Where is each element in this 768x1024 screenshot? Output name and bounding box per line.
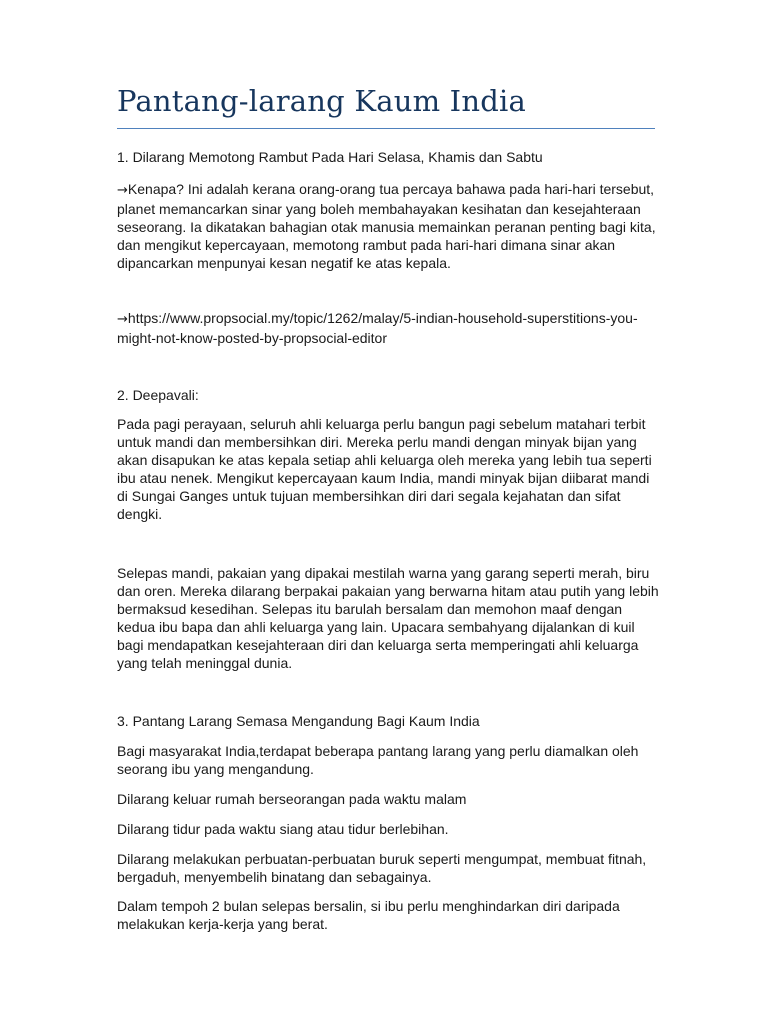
list-item-perbuatan: Dilarang melakukan perbuatan-perbuatan buruk seperti mengumpat, membuat fitnah, bergaduh, menyembelih binatang dan sebagainya.: [117, 851, 647, 885]
list-item-bersalin: Dalam tempoh 2 bulan selepas bersalin, si ibu perlu menghindarkan diri daripada melakukan kerja-kerja yang berat.: [117, 898, 620, 932]
paragraph-selepas-mandi: Selepas mandi, pakaian yang dipakai mestilah warna yang garang seperti merah, biru dan oren. Mereka dilarang berpakai pakaian yang berwarna hitam atau putih yang lebih bermaksud kesedihan. Selepas itu barulah bersalam dan memohon maaf dengan kedua ibu bapa dan ahli keluarga yang lain. Upacara sembahyang dijalankan di kuil bagi mendapatkan kesejahteraan diri dan keluarga serta memperingati ahli keluarga yang telah meninggal dunia.: [117, 565, 659, 671]
arrow-icon: →: [117, 183, 128, 198]
paragraph-kenapa-text: Kenapa? Ini adalah kerana orang-orang tua percaya bahawa pada hari-hari tersebut, planet memancarkan sinar yang boleh membahayakan kesihatan dan kesejahteraan seseorang. Ia dikatakan bahagian otak manusia memainkan peranan penting bagi kita, dan mengikut kepercayaan, memotong rambut pada hari-hari dimana sinar akan dipancarkan menpunyai kesan negatif ke atas kepala.: [117, 181, 656, 271]
source-link[interactable]: [117, 309, 662, 347]
source-link-url[interactable]: https://www.propsocial.my/topic/1262/malay/5-indian-household-superstitions-you-might-not-know-posted-by-propsocial-editor: [117, 310, 638, 346]
paragraph-deepavali: Pada pagi perayaan, seluruh ahli keluarga perlu bangun pagi sebelum matahari terbit untuk mandi dan membersihkan diri. Mereka perlu mandi dengan minyak bijan yang akan disapukan ke atas kepala setiap ahli keluarga oleh mereka yang lebih tua seperti ibu atau nenek. Mengikut kepercayaan kaum India, mandi minyak bijan diibarat mandi di Sungai Ganges untuk tujuan membersihkan diri dari segala kejahatan dan sifat dengki.: [117, 416, 652, 522]
page-title: Pantang-larang Kaum India: [117, 84, 526, 118]
title-underline: [117, 128, 655, 129]
arrow-icon: →: [117, 312, 128, 327]
paragraph-kenapa: [117, 180, 662, 272]
list-item-tidur: Dilarang tidur pada waktu siang atau tidur berlebihan.: [117, 821, 449, 837]
heading-rambut: 1. Dilarang Memotong Rambut Pada Hari Selasa, Khamis dan Sabtu: [117, 149, 543, 165]
paragraph-masyarakat: Bagi masyarakat India,terdapat beberapa pantang larang yang perlu diamalkan oleh seorang ibu yang mengandung.: [117, 743, 639, 777]
heading-mengandung: 3. Pantang Larang Semasa Mengandung Bagi Kaum India: [117, 713, 480, 729]
list-item-malam: Dilarang keluar rumah berseorangan pada waktu malam: [117, 791, 467, 807]
heading-deepavali: 2. Deepavali:: [117, 387, 199, 403]
